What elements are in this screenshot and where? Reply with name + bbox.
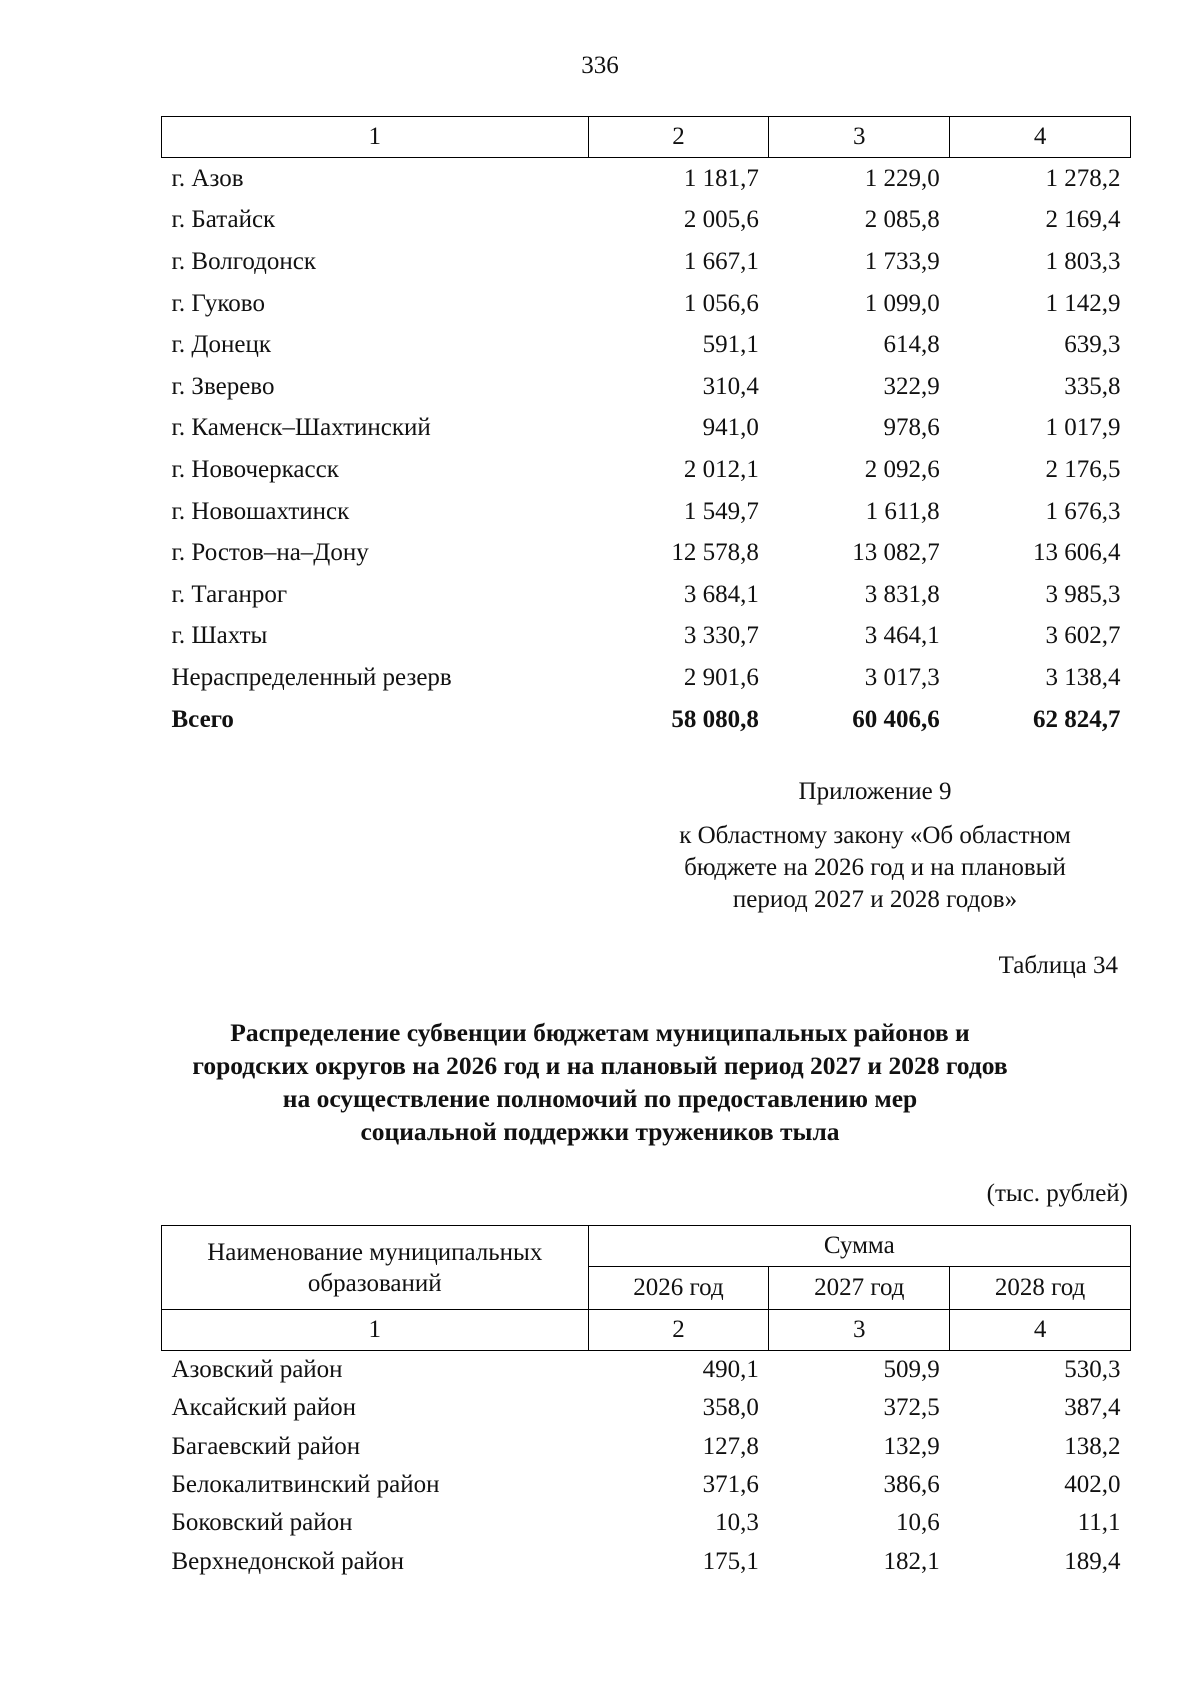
value-2026: 10,3 — [715, 1509, 759, 1537]
municipality-name: г. Новочеркасск — [171, 455, 339, 483]
value-2028: 2 169,4 — [1045, 206, 1121, 234]
value-2028: 335,8 — [1064, 372, 1121, 400]
value-2026: 1 056,6 — [683, 289, 759, 317]
municipality-name: Боковский район — [171, 1509, 353, 1537]
value-2028: 1 142,9 — [1045, 289, 1121, 317]
table-row — [162, 1504, 1131, 1542]
units-label: (тыс. рублей) — [986, 1180, 1128, 1207]
appendix-line: бюджете на 2026 год и на плановый — [684, 854, 1066, 881]
sum-header: Сумма — [588, 1226, 1130, 1267]
value-2026: 1 181,7 — [683, 164, 759, 192]
value-2028: 1 278,2 — [1045, 164, 1121, 192]
value-2026: 12 578,8 — [671, 539, 759, 567]
year-header: 2028 год — [950, 1267, 1131, 1310]
municipality-name: Всего — [171, 705, 234, 733]
municipality-name: Азовский район — [171, 1356, 343, 1384]
municipality-name: г. Новошахтинск — [171, 497, 350, 525]
column-number: 4 — [950, 1310, 1131, 1351]
value-2026: 1 549,7 — [683, 497, 759, 525]
column-number: 3 — [769, 117, 950, 158]
table-row — [162, 532, 1131, 574]
value-2027: 2 092,6 — [864, 455, 940, 483]
name-column-header: Наименование муниципальных образований — [162, 1226, 589, 1310]
municipality-name: г. Каменск–Шахтинский — [171, 414, 431, 442]
value-2028: 3 985,3 — [1045, 580, 1121, 608]
municipality-name: г. Донецк — [171, 331, 271, 359]
column-number-row — [162, 117, 1131, 158]
table-row — [162, 283, 1131, 325]
value-2026: 591,1 — [702, 331, 759, 359]
column-number-row — [162, 1310, 1131, 1351]
municipality-name: г. Шахты — [171, 622, 268, 650]
value-2028: 138,2 — [1064, 1432, 1121, 1460]
value-2027: 2 085,8 — [864, 206, 940, 234]
table-row — [162, 200, 1131, 242]
table-row — [162, 657, 1131, 699]
value-2026: 371,6 — [702, 1471, 759, 1499]
value-2026: 127,8 — [702, 1432, 759, 1460]
value-2026: 58 080,8 — [671, 705, 759, 733]
value-2028: 530,3 — [1064, 1356, 1121, 1384]
value-2026: 941,0 — [702, 414, 759, 442]
column-number: 4 — [950, 117, 1131, 158]
year-header: 2027 год — [769, 1267, 950, 1310]
municipality-name: г. Азов — [171, 164, 244, 192]
municipality-name: Белокалитвинский район — [171, 1471, 440, 1499]
municipality-name: г. Ростов–на–Дону — [171, 539, 369, 567]
table-row — [162, 491, 1131, 533]
table-row — [162, 158, 1131, 200]
value-2026: 3 684,1 — [683, 580, 759, 608]
value-2027: 322,9 — [883, 372, 940, 400]
heading-line: на осуществление полномочий по предоставлению мер — [282, 1084, 918, 1113]
table-row — [162, 574, 1131, 616]
value-2028: 13 606,4 — [1033, 539, 1121, 567]
heading-line: городских округов на 2026 год и на плановый период 2027 и 2028 годов — [192, 1051, 1008, 1080]
subvention-table-34 — [161, 1225, 1131, 1581]
table-row — [162, 1428, 1131, 1466]
municipality-name: г. Батайск — [171, 206, 276, 234]
value-2026: 2 012,1 — [683, 455, 759, 483]
value-2026: 175,1 — [702, 1547, 759, 1575]
municipality-name: Нераспределенный резерв — [171, 663, 452, 691]
value-2028: 62 824,7 — [1033, 705, 1121, 733]
value-2027: 60 406,6 — [852, 705, 940, 733]
value-2027: 132,9 — [883, 1432, 940, 1460]
value-2026: 490,1 — [702, 1356, 759, 1384]
value-2026: 1 667,1 — [683, 247, 759, 275]
municipality-name: Багаевский район — [171, 1432, 361, 1460]
total-row — [162, 699, 1131, 741]
value-2027: 1 099,0 — [864, 289, 940, 317]
value-2027: 978,6 — [883, 414, 940, 442]
value-2027: 1 611,8 — [865, 497, 940, 525]
value-2028: 1 676,3 — [1045, 497, 1121, 525]
municipality-name: г. Таганрог — [171, 580, 288, 608]
heading-line: социальной поддержки тружеников тыла — [360, 1117, 840, 1146]
municipality-name: г. Зверево — [171, 372, 275, 400]
column-number: 1 — [162, 117, 589, 158]
appendix-title: Приложение 9 — [798, 778, 952, 805]
value-2027: 10,6 — [895, 1509, 940, 1537]
table-heading — [150, 1016, 1050, 1148]
municipality-name: Аксайский район — [171, 1394, 357, 1422]
value-2028: 3 138,4 — [1045, 663, 1121, 691]
value-2027: 1 229,0 — [864, 164, 940, 192]
value-2027: 13 082,7 — [852, 539, 940, 567]
column-number: 2 — [588, 117, 769, 158]
value-2026: 2 005,6 — [683, 206, 759, 234]
page-number: 336 — [581, 52, 619, 79]
table-row — [162, 616, 1131, 658]
value-2026: 358,0 — [702, 1394, 759, 1422]
table-row — [162, 449, 1131, 491]
value-2027: 1 733,9 — [864, 247, 940, 275]
heading-line: Распределение субвенции бюджетам муниципальных районов и — [230, 1018, 970, 1047]
table-row — [162, 324, 1131, 366]
value-2028: 2 176,5 — [1045, 455, 1121, 483]
value-2028: 1 803,3 — [1045, 247, 1121, 275]
year-header: 2026 год — [588, 1267, 769, 1310]
value-2028: 402,0 — [1064, 1471, 1121, 1499]
value-2028: 3 602,7 — [1045, 622, 1121, 650]
municipality-name: Верхнедонской район — [171, 1547, 404, 1575]
table-row — [162, 1466, 1131, 1504]
value-2028: 387,4 — [1064, 1394, 1121, 1422]
table-row — [162, 241, 1131, 283]
municipality-name: г. Гуково — [171, 289, 265, 317]
value-2027: 3 464,1 — [864, 622, 940, 650]
table-row — [162, 1351, 1131, 1390]
value-2027: 509,9 — [883, 1356, 940, 1384]
value-2028: 1 017,9 — [1045, 414, 1121, 442]
value-2028: 189,4 — [1064, 1547, 1121, 1575]
value-2028: 639,3 — [1064, 331, 1121, 359]
value-2027: 614,8 — [883, 331, 940, 359]
appendix-note — [640, 776, 1110, 916]
value-2027: 372,5 — [883, 1394, 940, 1422]
value-2027: 3 831,8 — [864, 580, 940, 608]
table-row — [162, 366, 1131, 408]
column-number: 2 — [588, 1310, 769, 1351]
value-2027: 386,6 — [883, 1471, 940, 1499]
value-2028: 11,1 — [1077, 1509, 1121, 1537]
appendix-line: период 2027 и 2028 годов» — [732, 886, 1018, 913]
table-label: Таблица 34 — [998, 952, 1118, 979]
value-2027: 3 017,3 — [864, 663, 940, 691]
table-row — [162, 408, 1131, 450]
table-row — [162, 1389, 1131, 1427]
value-2026: 310,4 — [702, 372, 759, 400]
column-number: 3 — [769, 1310, 950, 1351]
column-number: 1 — [162, 1310, 589, 1351]
subvention-table-continued — [161, 116, 1131, 740]
value-2026: 2 901,6 — [683, 663, 759, 691]
appendix-line: к Областному закону «Об областном — [679, 822, 1071, 849]
municipality-name: г. Волгодонск — [171, 247, 317, 275]
value-2026: 3 330,7 — [683, 622, 759, 650]
value-2027: 182,1 — [883, 1547, 940, 1575]
table-row — [162, 1542, 1131, 1580]
